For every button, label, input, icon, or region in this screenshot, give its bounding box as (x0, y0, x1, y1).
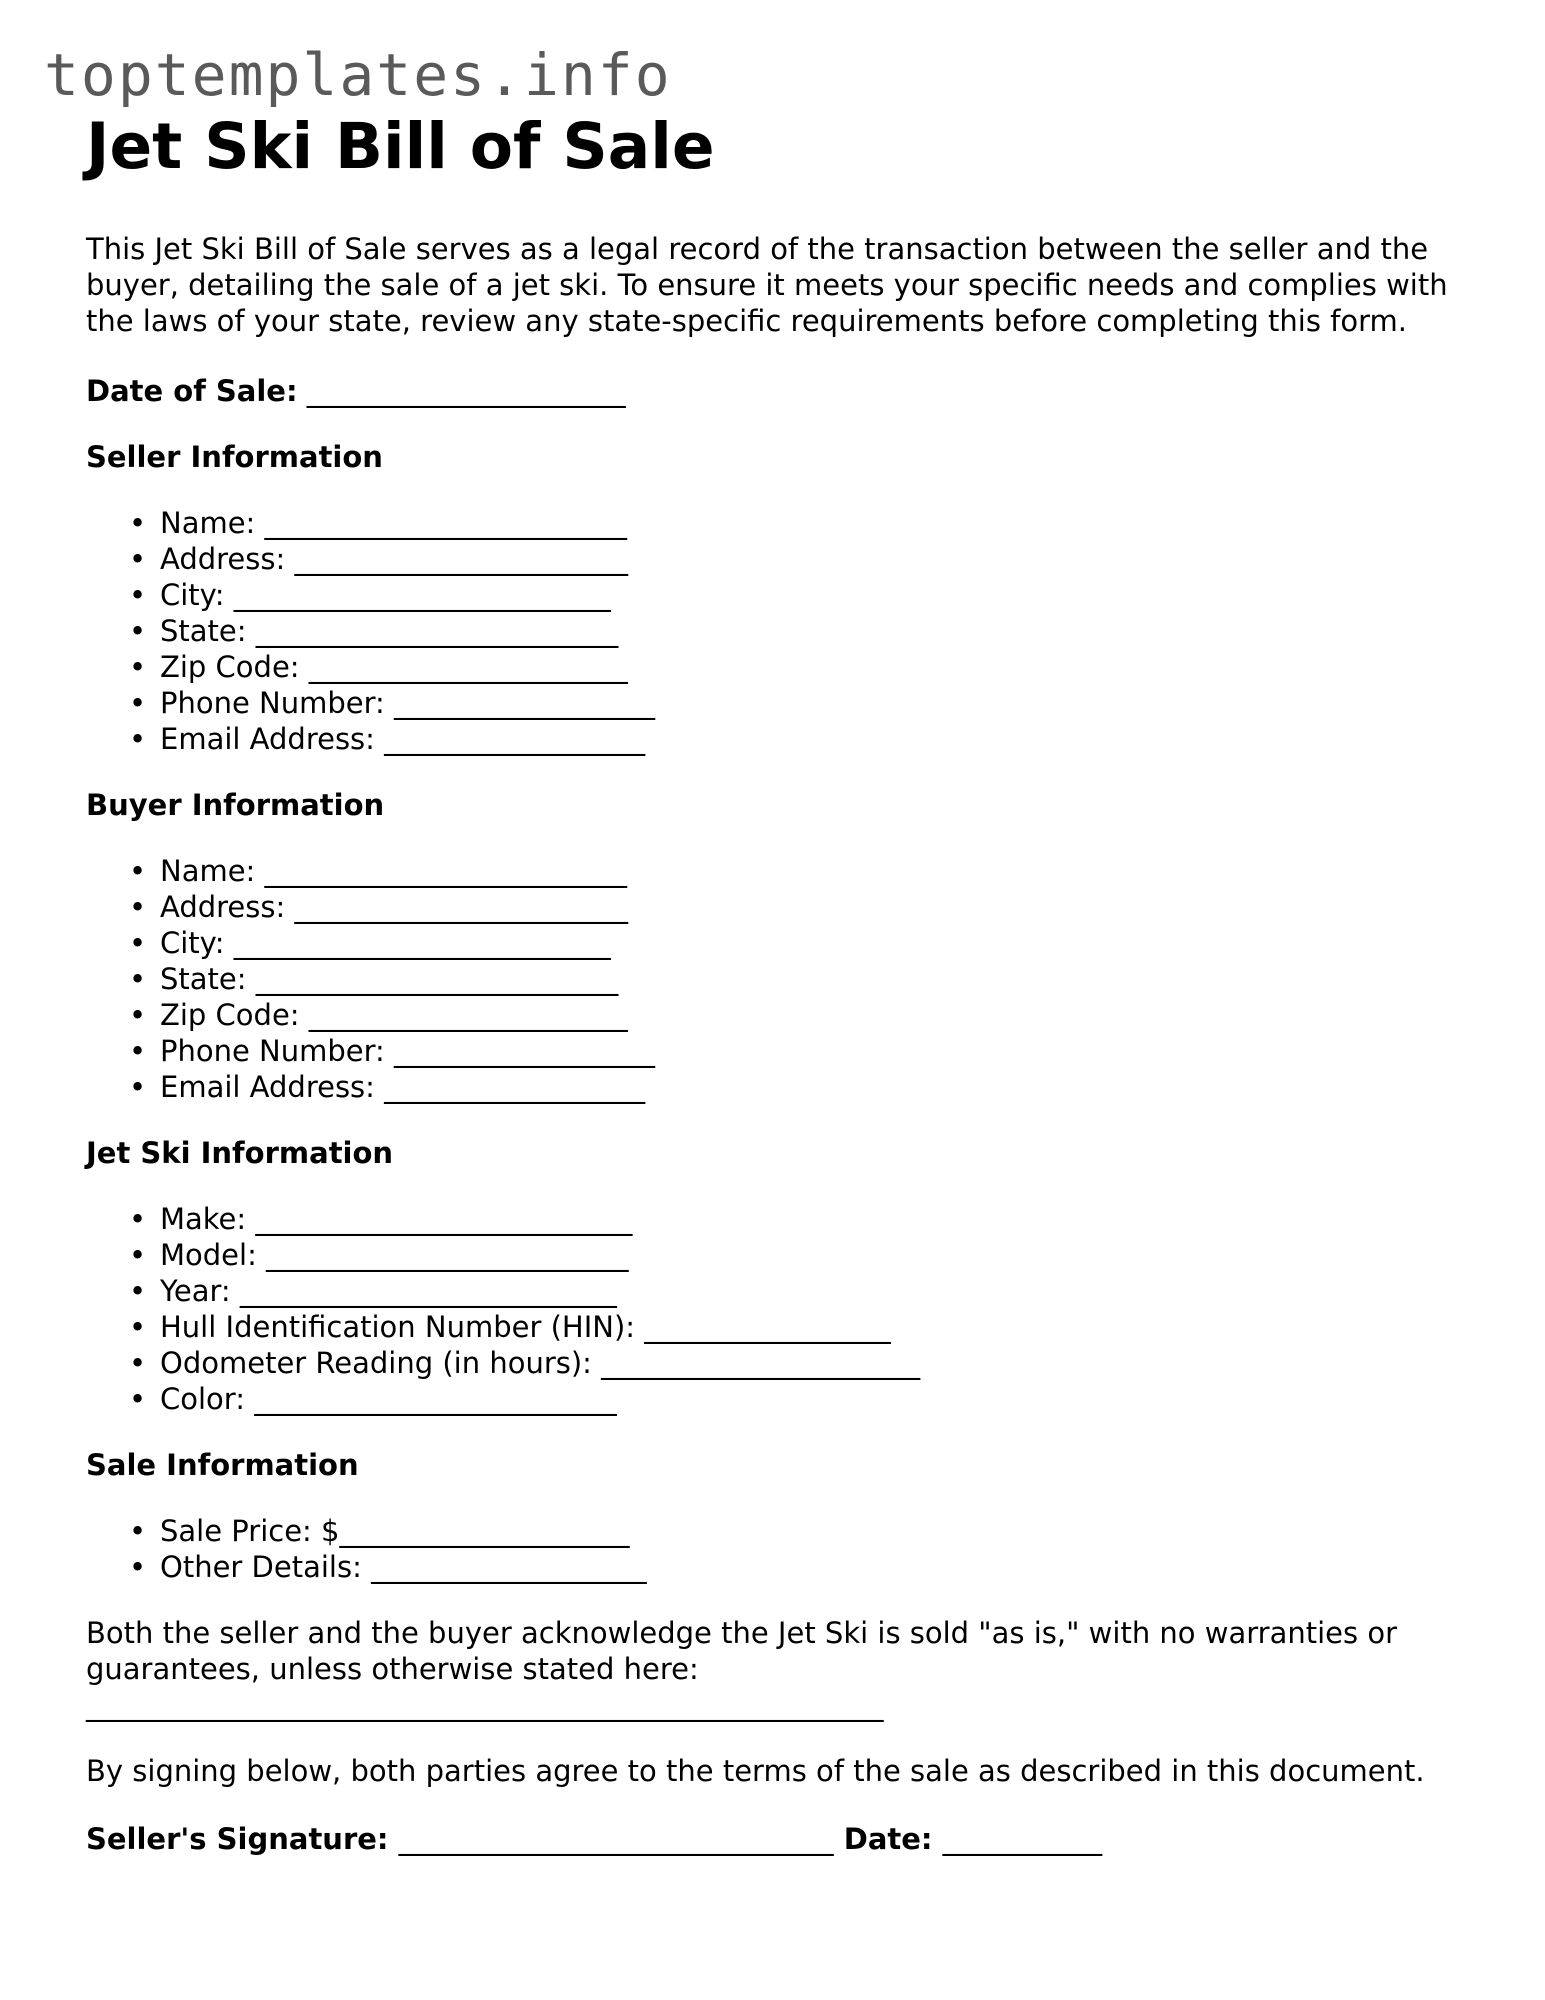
seller-zip-field[interactable]: • Zip Code: ______________________ (160, 649, 1466, 685)
date-of-sale-label: Date of Sale: (86, 374, 298, 409)
buyer-state-field[interactable]: • State: _________________________ (160, 961, 1466, 997)
date-of-sale-field (86, 373, 1466, 409)
sale-field-list (86, 1513, 1466, 1585)
sale-other-details-field[interactable]: • Other Details: ___________________ (160, 1549, 1466, 1585)
intro-paragraph: This Jet Ski Bill of Sale serves as a legal record of the transaction between the seller and the buyer, detailing the sale of a jet ski. To ensure it meets your specific needs and complies with the laws of your state, review any state-specific requirements before completing this form. (86, 232, 1448, 339)
document-title: Jet Ski Bill of Sale (86, 110, 715, 183)
seller-signature-blank[interactable]: ______________________________ (398, 1822, 834, 1857)
seller-address-field[interactable]: • Address: _______________________ (160, 541, 1466, 577)
seller-email-field[interactable]: • Email Address: __________________ (160, 721, 1466, 757)
jetski-field-list (86, 1201, 1466, 1417)
jetski-odometer-field[interactable]: • Odometer Reading (in hours): ______________________ (160, 1345, 1466, 1381)
seller-name-field[interactable]: • Name: _________________________ (160, 505, 1466, 541)
date-of-sale-blank[interactable]: ______________________ (306, 374, 626, 409)
buyer-section-title: Buyer Information (86, 788, 385, 823)
seller-state-field[interactable]: • State: _________________________ (160, 613, 1466, 649)
jetski-color-field[interactable]: • Color: _________________________ (160, 1381, 1466, 1417)
seller-section-title: Seller Information (86, 440, 383, 475)
buyer-city-field[interactable]: • City: __________________________ (160, 925, 1466, 961)
jetski-model-field[interactable]: • Model: _________________________ (160, 1237, 1466, 1273)
jetski-year-field[interactable]: • Year: __________________________ (160, 1273, 1466, 1309)
seller-phone-field[interactable]: • Phone Number: __________________ (160, 685, 1466, 721)
watermark: toptemplates.info (44, 41, 672, 109)
jetski-make-field[interactable]: • Make: __________________________ (160, 1201, 1466, 1237)
buyer-address-field[interactable]: • Address: _______________________ (160, 889, 1466, 925)
jetski-section-title: Jet Ski Information (86, 1136, 394, 1171)
buyer-phone-field[interactable]: • Phone Number: __________________ (160, 1033, 1466, 1069)
agreement-paragraph: By signing below, both parties agree to the terms of the sale as described in this document. (86, 1754, 1425, 1789)
buyer-zip-field[interactable]: • Zip Code: ______________________ (160, 997, 1466, 1033)
jetski-hin-field[interactable]: • Hull Identification Number (HIN): _________________ (160, 1309, 1466, 1345)
buyer-field-list (86, 853, 1466, 1105)
seller-signature-date-label: Date: (843, 1822, 933, 1857)
seller-field-list (86, 505, 1466, 757)
seller-signature-date-blank[interactable]: ___________ (942, 1822, 1103, 1857)
buyer-name-field[interactable]: • Name: _________________________ (160, 853, 1466, 889)
seller-signature-label: Seller's Signature: (86, 1822, 389, 1857)
document-page (86, 112, 1466, 1857)
seller-signature-line (86, 1821, 1466, 1857)
seller-city-field[interactable]: • City: __________________________ (160, 577, 1466, 613)
sale-price-field[interactable]: • Sale Price: $____________________ (160, 1513, 1466, 1549)
buyer-email-field[interactable]: • Email Address: __________________ (160, 1069, 1466, 1105)
as-is-blank[interactable]: _______________________________________________________ (86, 1688, 884, 1723)
as-is-paragraph: Both the seller and the buyer acknowledge the Jet Ski is sold "as is," with no warranties or guarantees, unless otherwise stated here: (86, 1616, 1398, 1687)
sale-section-title: Sale Information (86, 1448, 359, 1483)
